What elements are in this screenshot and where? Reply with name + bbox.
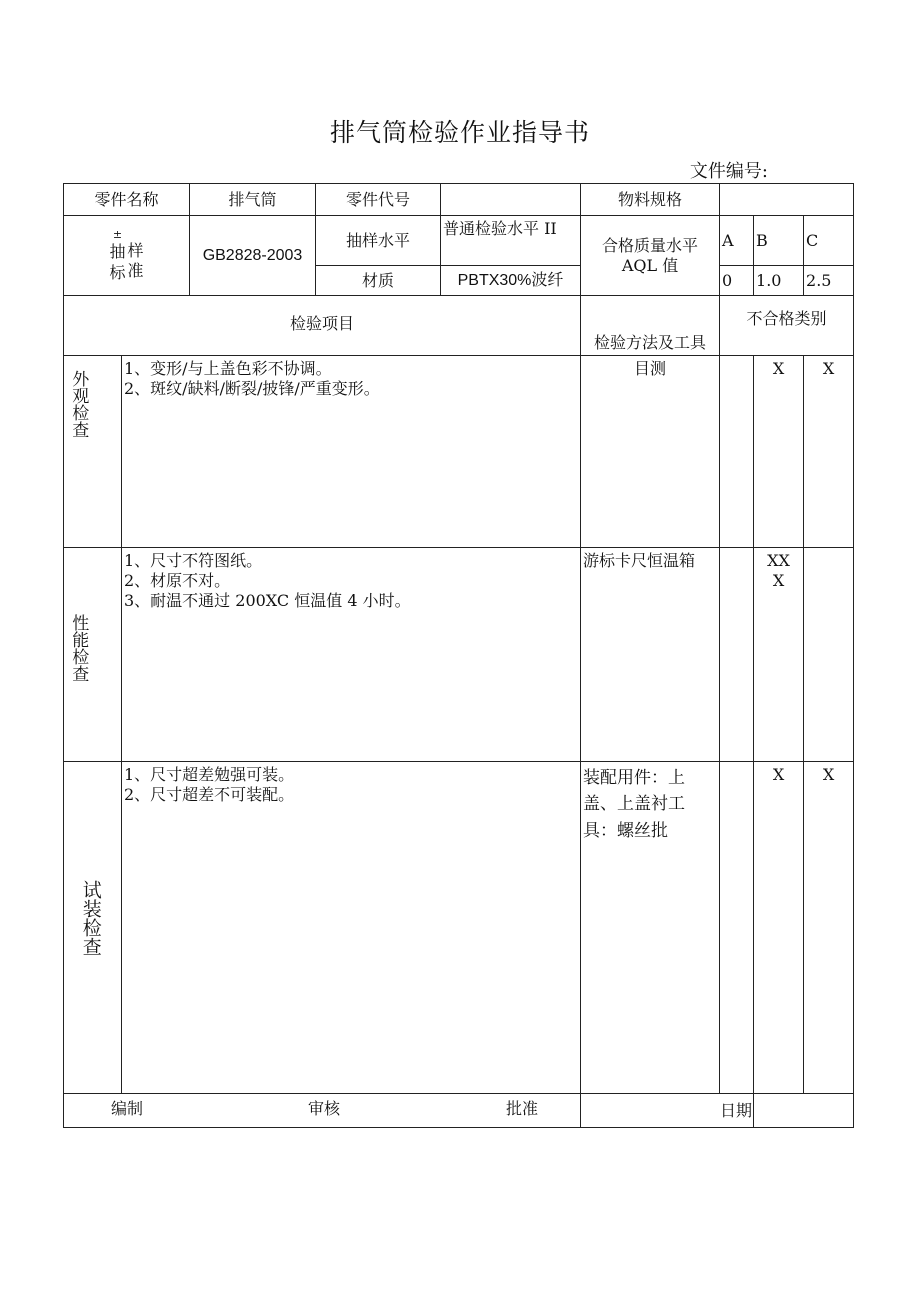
sampling-level-label: 抽样水平 xyxy=(316,216,441,266)
list-item: 2、斑纹/缺料/断裂/披锋/严重变形。 xyxy=(124,379,380,398)
section-label-fit-test: 试装检查 xyxy=(64,762,122,1094)
section-row-fit-test xyxy=(64,762,854,1094)
list-item: 1、尺寸超差勉强可装。 xyxy=(124,765,295,784)
part-code-label: 零件代号 xyxy=(316,184,441,216)
part-name-value: 排气筒 xyxy=(190,184,316,216)
material-spec-label: 物料规格 xyxy=(581,184,720,216)
section-class-b-appearance: X xyxy=(754,356,804,548)
material-label: 材质 xyxy=(316,266,441,296)
sampling-label-2: 标 xyxy=(109,262,126,282)
aql-c-value: 2.5 xyxy=(804,266,854,296)
list-item: 3、耐温不通过 200XC 恒温值 4 小时。 xyxy=(124,591,411,610)
section-class-a-appearance xyxy=(720,356,754,548)
sampling-label-4: 准 xyxy=(127,261,144,281)
section-class-b-performance: XX X xyxy=(754,548,804,762)
date-label: 日期 xyxy=(581,1094,754,1128)
aql-b-value: 1.0 xyxy=(754,266,804,296)
method-tools-header: 检验方法及工具 xyxy=(581,296,720,356)
section-class-a-fit-test xyxy=(720,762,754,1094)
class-c-header: C xyxy=(804,216,854,266)
inspection-items-header: 检验项目 xyxy=(64,296,581,356)
sampling-standard-value: GB2828-2003 xyxy=(190,216,316,296)
section-class-b-fit-test: X xyxy=(754,762,804,1094)
list-item: 1、尺寸不符图纸。 xyxy=(124,551,263,570)
section-label-appearance: 外观检查 xyxy=(64,356,122,548)
prepared-label: 编制 xyxy=(111,1099,144,1118)
sampling-label-1: 抽 xyxy=(109,241,126,261)
section-class-c-fit-test: X xyxy=(804,762,854,1094)
class-a-header: A xyxy=(720,216,754,266)
list-item: 2、尺寸超差不可装配。 xyxy=(124,785,295,804)
sampling-label-3: 样 xyxy=(127,240,144,260)
defect-class-header: 不合格类别 xyxy=(720,296,854,356)
section-class-a-performance xyxy=(720,548,754,762)
signature-labels xyxy=(64,1094,581,1128)
section-class-c-performance xyxy=(804,548,854,762)
aql-label: 合格质量水平 AQL 值 xyxy=(581,216,720,296)
sampling-standard-label xyxy=(64,216,190,296)
footer-row xyxy=(64,1094,854,1128)
aql-a-value: 0 xyxy=(720,266,754,296)
section-items-performance xyxy=(122,548,581,762)
part-name-label: 零件名称 xyxy=(64,184,190,216)
approved-label: 批准 xyxy=(506,1099,539,1118)
sampling-label-mark: ± xyxy=(112,227,123,241)
section-method-appearance: 目测 xyxy=(581,356,720,548)
material-spec-value xyxy=(720,184,854,216)
section-row-performance xyxy=(64,548,854,762)
section-row-appearance xyxy=(64,356,854,548)
date-value[interactable] xyxy=(754,1094,854,1128)
section-class-c-appearance: X xyxy=(804,356,854,548)
file-number-label: 文件编号: xyxy=(689,161,768,182)
class-b-header: B xyxy=(754,216,804,266)
part-code-value xyxy=(441,184,581,216)
material-value: PBTX30%波纤 xyxy=(441,266,581,296)
list-item: 1、变形/与上盖色彩不协调。 xyxy=(124,359,332,378)
sampling-level-value: 普通检验水平 II xyxy=(441,216,581,266)
reviewed-label: 审核 xyxy=(308,1099,341,1118)
section-method-fit-test: 装配用件：上盖、上盖衬工具：螺丝批 xyxy=(581,762,720,1094)
list-item: 2、材原不对。 xyxy=(124,571,231,590)
section-method-performance: 游标卡尺恒温箱 xyxy=(581,548,720,762)
document-title: 排气筒检验作业指导书 xyxy=(329,118,590,147)
section-items-fit-test xyxy=(122,762,581,1094)
inspection-form-table xyxy=(63,183,854,1128)
section-label-performance: 性能检查 xyxy=(64,548,122,762)
section-items-appearance xyxy=(122,356,581,548)
